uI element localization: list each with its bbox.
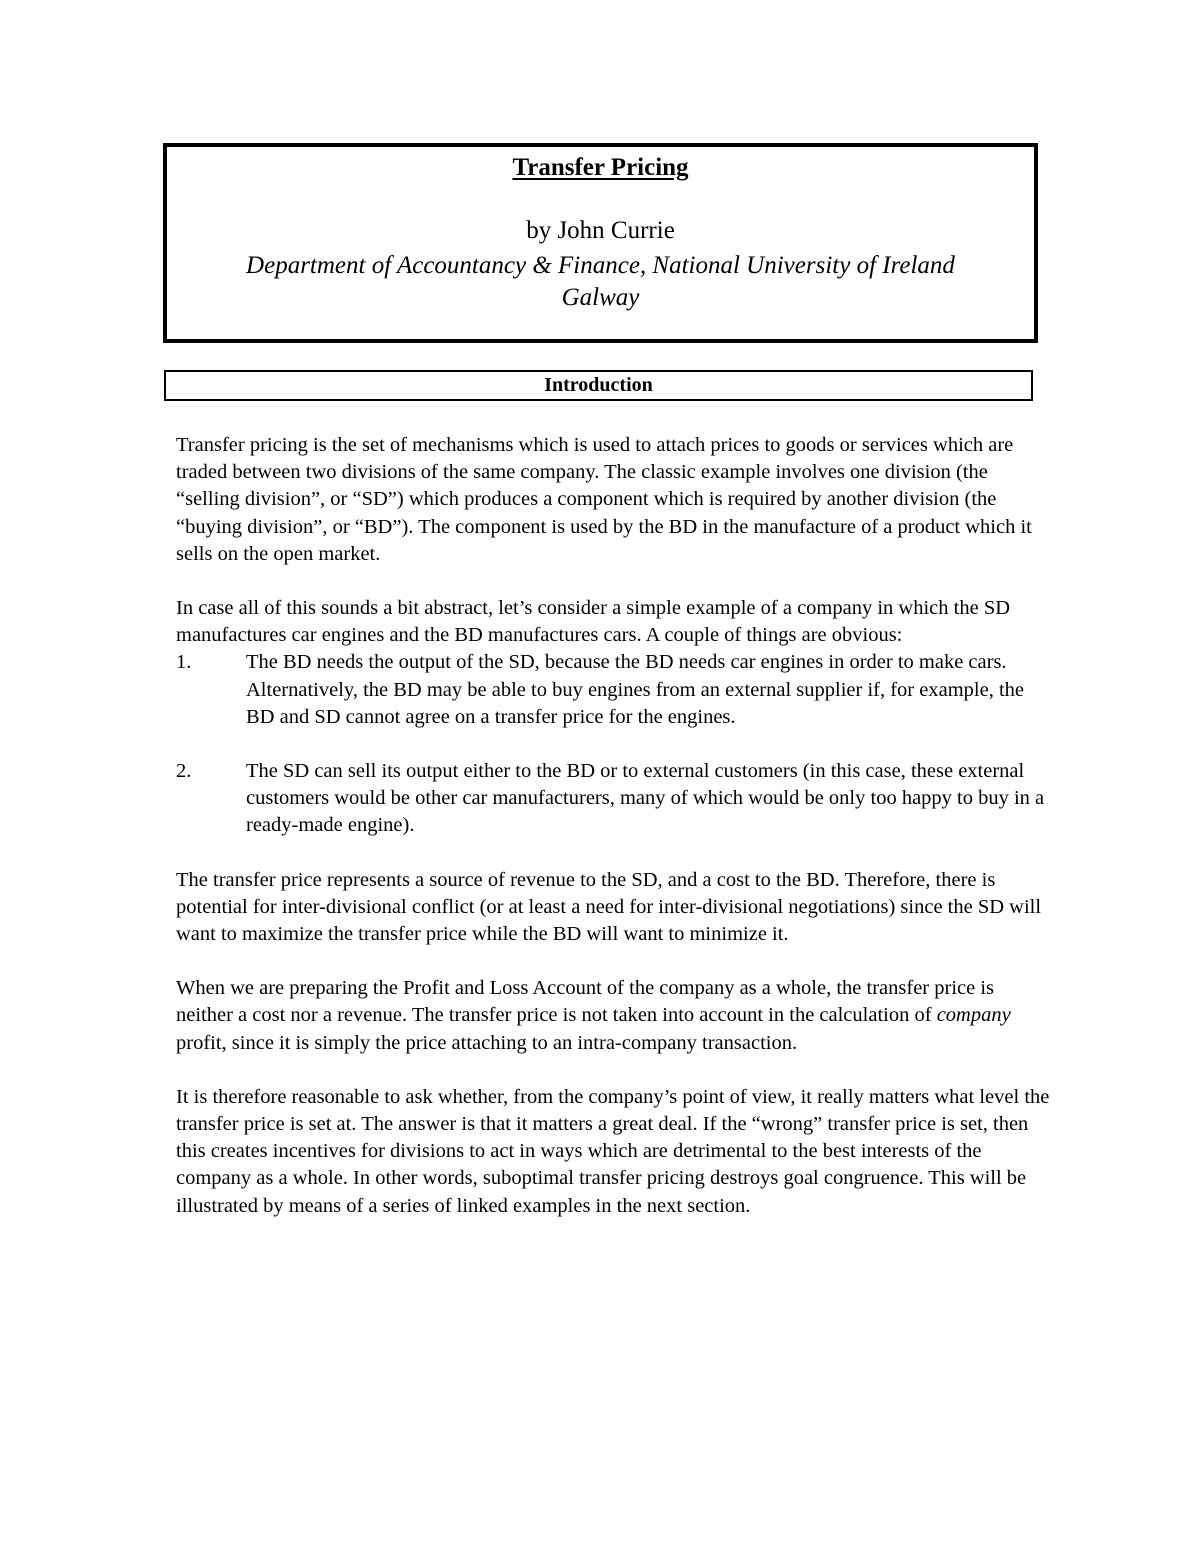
paragraph-1: Transfer pricing is the set of mechanisms which is used to attach prices to goods or services which are traded between two divisions of the same company. The classic example involves one division (the “selling division”, or “SD”) which produces a component which is required by another division (the “buying division”, or “BD”). The component is used by the BD in the manufacture of a product which it sells on the open market. <box>176 434 1032 565</box>
author-line: by John Currie <box>526 217 675 244</box>
list-item <box>176 649 1056 731</box>
paragraph-3: The transfer price represents a source of revenue to the SD, and a cost to the BD. Therefore, there is potential for inter-divisional conflict (or at least a need for inter-divisional negotiations) since the SD will want to maximize the transfer price while the BD will want to minimize it. <box>176 868 1042 946</box>
list-text: The SD can sell its output either to the BD or to external customers (in this case, these external customers would be other car manufacturers, many of which would be only too happy to buy in a ready-made engine). <box>246 760 1045 837</box>
paragraph-5: It is therefore reasonable to ask whether, from the company’s point of view, it really matters what level the transfer price is set at. The answer is that it matters a great deal. If the “wrong” transfer price is set, then this creates incentives for divisions to act in ways which are detrimental to the best interests of the company as a whole. In other words, suboptimal transfer pricing destroys goal congruence. This will be illustrated by means of a series of linked examples in the next section. <box>176 1085 1050 1217</box>
section-title: Introduction <box>544 374 653 396</box>
section-header-box <box>164 370 1033 401</box>
paragraph-2: In case all of this sounds a bit abstract, let’s consider a simple example of a company in which the SD manufactures car engines and the BD manufactures cars. A couple of things are obvious: <box>176 597 1011 647</box>
paragraph-4-part-2: profit, since it is simply the price attaching to an intra-company transaction. <box>176 1031 798 1054</box>
list-item <box>176 758 1056 840</box>
list-number: 2. <box>176 760 192 783</box>
paragraph-4 <box>176 975 1056 1057</box>
affiliation <box>187 250 1014 314</box>
title-box <box>163 143 1038 343</box>
emphasized-word: company <box>936 1004 1011 1027</box>
document-title: Transfer Pricing <box>512 154 689 181</box>
paragraph-4-part-1: When we are preparing the Profit and Loss Account of the company as a whole, the transfer price is neither a cost nor a revenue. The transfer price is not taken into account in the calculation of <box>176 977 995 1027</box>
list-text: The BD needs the output of the SD, because the BD needs car engines in order to make cars. Alternatively, the BD may be able to buy engines from an external supplier if, for example, the BD and SD cannot agree on a transfer price for the engines. <box>246 651 1024 728</box>
affiliation-line-2: Galway <box>561 284 640 311</box>
list-number: 1. <box>176 651 192 674</box>
affiliation-line-1: Department of Accountancy & Finance, National University of Ireland <box>246 252 955 279</box>
body-text <box>176 432 1056 1220</box>
